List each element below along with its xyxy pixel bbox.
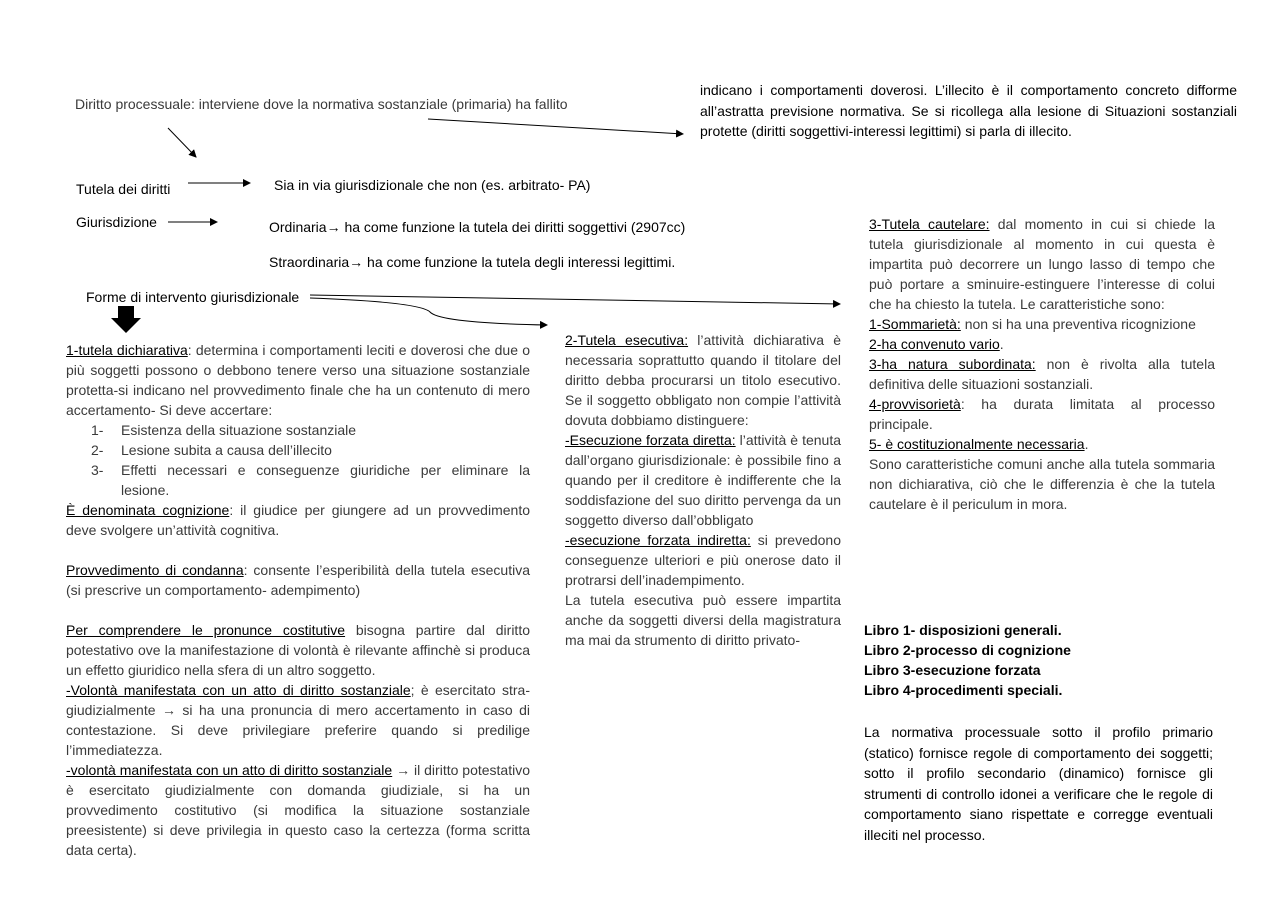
libro-item: Libro 3-esecuzione forzata [864, 662, 1041, 678]
cognizione-paragraph [66, 500, 530, 540]
esecutiva-title: 2-Tutela esecutiva: [565, 332, 689, 348]
libro-item: Libro 4-procedimenti speciali. [864, 682, 1063, 698]
volonta-giudiziale-text: → il diritto potestativo è esercitato giudizialmente con domanda giudiziale, si ha un provvedimento costitutivo (si modifica la situazione sostanziale preesistente) si deve privilegia in questo caso la certezza (forma scritta data certa). [66, 762, 530, 858]
esecutiva-paragraph [565, 330, 841, 430]
block-arrow-down [111, 306, 141, 333]
indiretta-title: -esecuzione forzata indiretta: [565, 532, 751, 548]
libro-item: Libro 1- disposizioni generali. [864, 622, 1062, 638]
diretta-paragraph [565, 430, 841, 530]
giurisdizione-ordinaria: Ordinaria→ ha come funzione la tutela dei diritti soggettivi (2907cc) [269, 219, 686, 235]
diritto-processuale-line: Diritto processuale: interviene dove la normativa sostanziale (primaria) ha fallito [75, 96, 568, 112]
cautelare-title: 3-Tutela cautelare: [869, 216, 990, 232]
giurisdizione-straordinaria: Straordinaria→ ha come funzione la tutela degli interessi legittimi. [269, 254, 676, 270]
column-dichiarativa [66, 340, 530, 860]
caratteristica-item: 3-ha natura subordinata: non è rivolta alla tutela definitiva delle situazioni sostanziali. [869, 356, 1215, 392]
caratteristica-item: 1-Sommarietà: non si ha una preventiva ricognizione [869, 316, 1196, 332]
cognizione-text: : il giudice per giungere ad un provvedimento deve svolgere un’attività cognitiva. [66, 502, 530, 538]
diretta-text: l’attività è tenuta dall’organo giurisdizionale: è possibile fino a quando per il creditore è indifferente che la soddisfazione del suo diritto pervenga da un soggetto diverso dall’obbligato [565, 432, 842, 528]
libri-list [864, 620, 1224, 700]
cognizione-title: È denominata cognizione [66, 502, 230, 518]
costitutive-text: bisogna partire dal diritto potestativo ove la manifestazione di volontà è rilevante affinchè si produca un effetto giuridico nella sfera di un altro soggetto. [66, 622, 530, 678]
diretta-title: -Esecuzione forzata diretta: [565, 432, 736, 448]
costitutive-paragraph [66, 620, 530, 680]
giurisdizione-label: Giurisdizione [76, 214, 157, 230]
volonta-stragiudiziale-text: ; è esercitato stra-giudizialmente → si ha una pronuncia di mero accertamento in caso di contestazione. Si deve privilegiare preferire quando si predilige l’immediatezza. [66, 682, 531, 758]
esecutiva-closing: La tutela esecutiva può essere impartita anche da soggetti diversi della magistratura ma mai da strumento di diritto privato- [565, 592, 841, 648]
illecito-paragraph: indicano i comportamenti doverosi. L’illecito è il comportamento concreto difforme all’astratta previsione normativa. Se si ricollega alla lesione di Situazioni sostanziali protette (diritti soggettivi-interessi legittimi) si parla di illecito. [700, 82, 1237, 139]
esecutiva-text: l’attività dichiarativa è necessaria soprattutto quando il titolare del diritto debba procurarsi un titolo esecutivo. Se il soggetto obbligato non compie l’attività dovuta dobbiamo distinguere: [565, 332, 842, 428]
volonta-stragiudiziale-title: -Volontà manifestata con un atto di diritto sostanziale [66, 682, 411, 698]
costitutive-title: Per comprendere le pronunce costitutive [66, 622, 346, 638]
list-item: 1- Esistenza della situazione sostanziale [91, 422, 357, 438]
condanna-title: Provvedimento di condanna [66, 562, 244, 578]
forme-intervento-label: Forme di intervento giurisdizionale [86, 289, 300, 305]
cautelare-closing: Sono caratteristiche comuni anche alla tutela sommaria non dichiarativa, ciò che le differenzia è che la tutela cautelare è il periculum in mora. [869, 456, 1215, 512]
condanna-paragraph [66, 560, 530, 600]
dichiarativa-paragraph [66, 340, 530, 420]
caratteristica-item: 5- è costituzionalmente necessaria. [869, 436, 1089, 452]
list-item: 2- Lesione subita a causa dell’illecito [91, 442, 332, 458]
tutela-dei-diritti-label: Tutela dei diritti [76, 181, 171, 197]
libro-item: Libro 2-processo di cognizione [864, 642, 1071, 658]
cautelare-paragraph [869, 214, 1215, 314]
volonta-giudiziale-title: -volontà manifestata con un atto di diritto sostanziale [66, 762, 393, 778]
cautelare-text: dal momento in cui si chiede la tutela giurisdizionale al momento in cui questa è impartita può decorrere un lungo lasso di tempo che può portare a sminuire-estinguere l’interesse di colui che ha chiesto la tutela. Le caratteristiche sono: [869, 216, 1216, 312]
column-esecutiva [565, 330, 841, 650]
caratteristica-item: 2-ha convenuto vario. [869, 336, 1004, 352]
list-item: 3- Effetti necessari e conseguenze giuridiche per eliminare la lesione. [91, 462, 530, 498]
dichiarativa-text: : determina i comportamenti leciti e doverosi che due o più soggetti possono o debbono tenere verso una situazione sostanziale protetta-si indicano nel provvedimento finale che ha un contenuto di mero accertamento- Si deve accertare: [66, 342, 530, 418]
accertamento-list [66, 420, 530, 500]
condanna-text: : consente l’esperibilità della tutela esecutiva (si prescrive un comportamento- adempimento) [66, 562, 530, 598]
volonta-giudiziale-paragraph [66, 760, 530, 860]
volonta-stragiudiziale-paragraph [66, 680, 530, 760]
dichiarativa-title: 1-tutela dichiarativa [66, 342, 188, 358]
tutela-dei-diritti-text: Sia in via giurisdizionale che non (es. arbitrato- PA) [274, 177, 591, 193]
arrow-to-esecutiva [310, 298, 547, 325]
arrow-diagonal-down [168, 128, 196, 157]
indiretta-paragraph [565, 530, 841, 590]
indiretta-text: si prevedono conseguenze ulteriori e più onerose dato il protrarsi dell’inadempimento. [565, 532, 841, 588]
normativa-paragraph: La normativa processuale sotto il profilo primario (statico) fornisce regole di comportamento dei soggetti; sotto il profilo secondario (dinamico) fornisce gli strumenti di controllo idonei a verificare che le regole di comportamento siano rispettate e corregge eventuali illeciti nel processo. [864, 724, 1213, 843]
arrow-to-illecito [428, 119, 683, 134]
column-cautelare [869, 214, 1215, 514]
caratteristica-item: 4-provvisorietà: ha durata limitata al processo principale. [869, 396, 1215, 432]
